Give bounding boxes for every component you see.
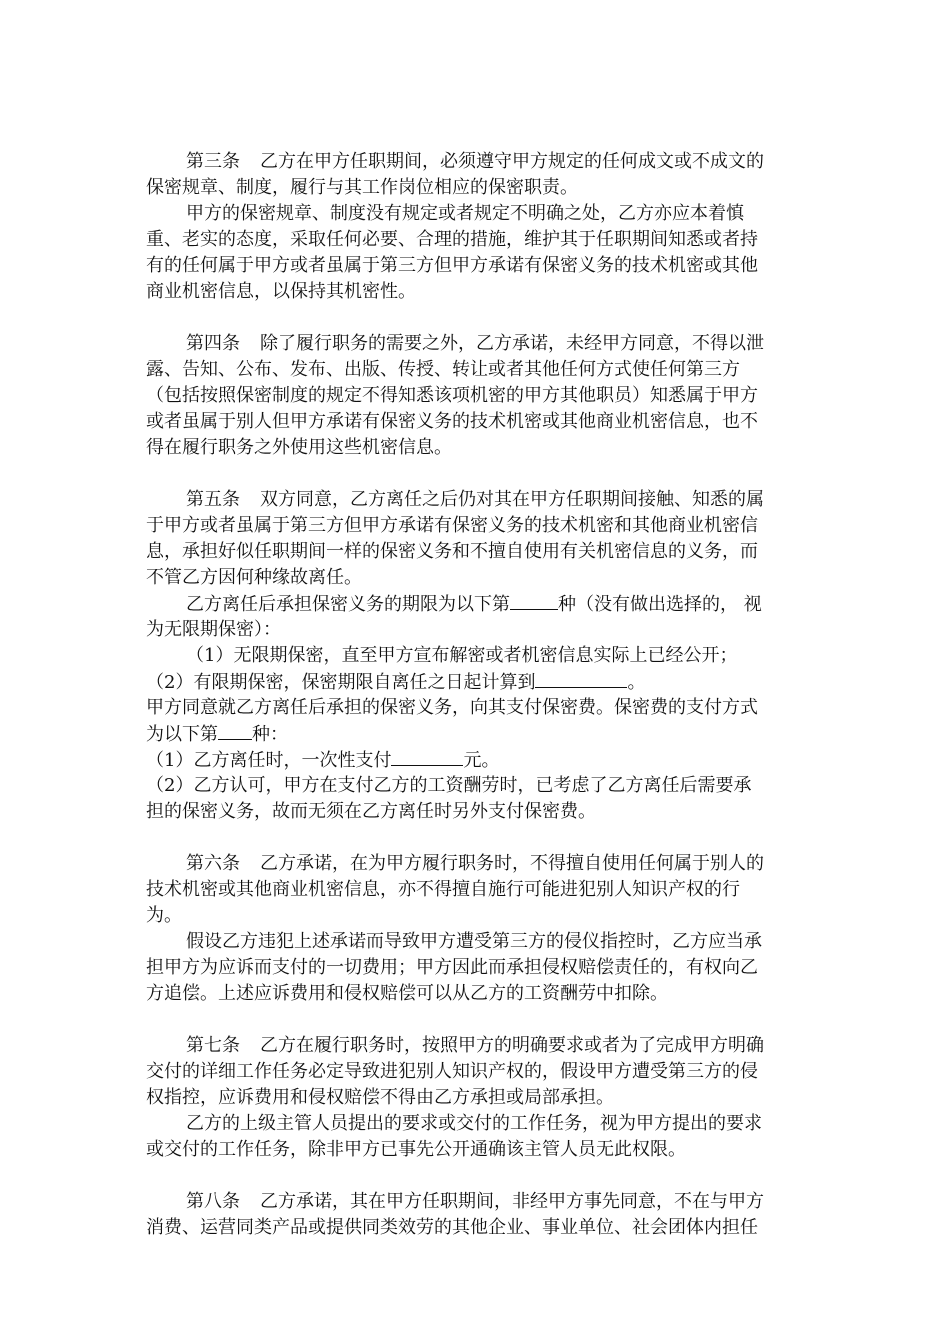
article5-line-10: 为以下第 种： [146,721,288,748]
article6-line-4: 假设乙方违犯上述承诺而导致甲方遭受第三方的侵仪指控时，乙方应当承 [186,931,762,952]
article3-line-5: 有的任何属于甲方或者虽属于第三方但甲方承诺有保密义务的技术机密或其他 [146,255,758,276]
article5-line-13: 担的保密义务，故而无须在乙方离任时另外支付保密费。 [146,801,596,822]
article5-line-3: 息，承担好似任职期间一样的保密义务和不擅自使用有关机密信息的义务，而 [146,541,758,562]
article6-line-5: 担甲方为应诉而支付的一切费用；甲方因此而承担侵权赔偿责任的，有权向乙 [146,957,758,978]
article7-line-1: 第七条 乙方在履行职务时，按照甲方的明确要求或者为了完成甲方明确 [186,1035,764,1056]
article5-line-7: （1）无限期保密，直至甲方宣布解密或者机密信息实际上已经公开； [186,645,738,666]
payment-choice-blank[interactable] [218,721,252,740]
article5-line-5: 乙方离任后承担保密义务的期限为以下第 种（没有做出选择的， 视 [186,591,762,618]
article6-line-3: 为。 [146,905,182,926]
article7-line-2: 交付的详细工作任务必定导致进犯别人知识产权的，假设甲方遭受第三方的侵 [146,1061,758,1082]
article3-line-3: 甲方的保密规章、制度没有规定或者规定不明确之处，乙方亦应本着慎 [186,203,744,224]
article8-line-1: 第八条 乙方承诺，其在甲方任职期间，非经甲方事先同意，不在与甲方 [186,1191,764,1212]
article5-heading: 第五条 [186,489,240,510]
article3-line-2: 保密规章、制度，履行与其工作岗位相应的保密职责。 [146,177,578,198]
article6-line-6: 方追偿。上述应诉费用和侵权赔偿可以从乙方的工资酬劳中扣除。 [146,983,668,1004]
article5-line-8: （2）有限期保密，保密期限自离任之日起计算到 。 [146,669,645,696]
article5-line-12: （2）乙方认可，甲方在支付乙方的工资酬劳时，已考虑了乙方离任后需要承 [146,775,752,796]
article6-line-2: 技术机密或其他商业机密信息，亦不得擅自施行可能进犯别人知识产权的行 [146,879,740,900]
article5-line-11: （1）乙方离任时，一次性支付 元。 [146,747,499,774]
article4-line-4: 或者虽属于别人但甲方承诺有保密义务的技术机密或其他商业机密信息，也不 [146,411,758,432]
article5-line-4: 不管乙方因何种缘故离任。 [146,567,362,588]
article5-line-2: 于甲方或者虽属于第三方但甲方承诺有保密义务的技术机密和其他商业机密信 [146,515,758,536]
article8-line-2: 消费、运营同类产品或提供同类效劳的其他企业、事业单位、社会团体内担任 [146,1217,758,1238]
article7-line-5: 或交付的工作任务，除非甲方已事先公开通确该主管人员无此权限。 [146,1139,686,1160]
payment-amount-blank[interactable] [391,747,463,766]
article7-line-4: 乙方的上级主管人员提出的要求或交付的工作任务，视为甲方提出的要求 [186,1113,762,1134]
article8-heading: 第八条 [186,1191,240,1212]
article7-line-3: 权指控，应诉费用和侵权赔偿不得由乙方承担或局部承担。 [146,1087,614,1108]
term-end-date-blank[interactable] [535,669,627,688]
article6-line-1: 第六条 乙方承诺，在为甲方履行职务时，不得擅自使用任何属于别人的 [186,853,764,874]
term-choice-blank[interactable] [510,591,558,610]
article5-line-9: 甲方同意就乙方离任后承担的保密义务，向其支付保密费。保密费的支付方式 [146,697,758,718]
article6-heading: 第六条 [186,853,240,874]
article4-line-3: （包括按照保密制度的规定不得知悉该项机密的甲方其他职员）知悉属于甲方 [146,385,758,406]
article4-line-5: 得在履行职务之外使用这些机密信息。 [146,437,452,458]
article3-heading: 第三条 [186,151,240,172]
article7-heading: 第七条 [186,1035,240,1056]
article5-line-1: 第五条 双方同意，乙方离任之后仍对其在甲方任职期间接触、知悉的属 [186,489,764,510]
article3-line-6: 商业机密信息，以保持其机密性。 [146,281,416,302]
article5-line-6: 为无限期保密）： [146,619,281,640]
article3-line-4: 重、老实的态度，采取任何必要、合理的措施，维护其于任职期间知悉或者持 [146,229,758,250]
article4-heading: 第四条 [186,333,240,354]
article3-line-1: 第三条 乙方在甲方任职期间，必须遵守甲方规定的任何成文或不成文的 [186,151,764,172]
article4-line-2: 露、告知、公布、发布、出版、传授、转让或者其他任何方式使任何第三方 [146,359,740,380]
article4-line-1: 第四条 除了履行职务的需要之外，乙方承诺，未经甲方同意，不得以泄 [186,333,764,354]
